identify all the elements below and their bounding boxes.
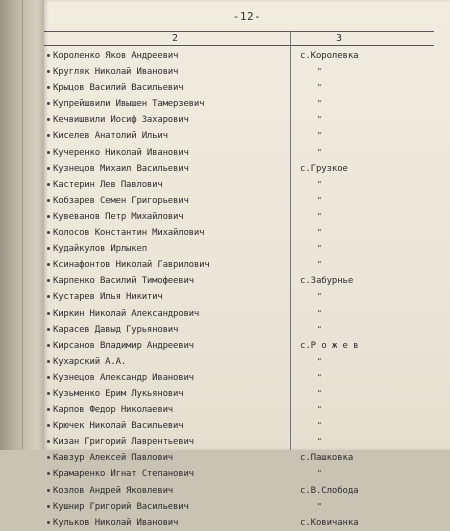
person-name: Кудайкулов Ирлыкеп (53, 244, 147, 255)
person-name: Кучеренко Николай Иванович (53, 147, 189, 158)
row-bullet-mark (47, 183, 50, 186)
row-bullet-mark (47, 440, 50, 443)
names-table (44, 48, 450, 531)
ditto-mark: " (317, 372, 322, 382)
row-bullet-mark (47, 263, 50, 266)
person-name: Карпенко Василий Тимофеевич (53, 276, 194, 287)
table-row (44, 386, 450, 402)
person-name: Кругляк Николай Иванович (53, 67, 179, 78)
row-bullet-mark (47, 199, 50, 202)
row-bullet-mark (47, 312, 50, 315)
table-row (44, 128, 450, 144)
ditto-mark: " (317, 437, 322, 447)
person-name: Купрейшвили Ивышен Тамерзевич (53, 99, 205, 110)
row-bullet-mark (47, 86, 50, 89)
row-bullet-mark (47, 521, 50, 524)
person-name: Кузьменко Ерим Лукьянович (53, 388, 184, 399)
row-bullet-mark (47, 456, 50, 459)
person-name: Кустарев Илья Никитич (53, 292, 163, 303)
row-bullet-mark (47, 489, 50, 492)
ditto-mark: " (317, 99, 322, 109)
person-name: Колосов Константин Михайлович (53, 228, 205, 239)
village-name: с.В.Слобода (300, 485, 359, 496)
table-header-rule (44, 45, 434, 46)
row-bullet-mark (47, 118, 50, 121)
table-row (44, 225, 450, 241)
table-row (44, 370, 450, 386)
table-row (44, 450, 450, 466)
row-bullet-mark (47, 328, 50, 331)
table-row (44, 515, 450, 531)
table-row (44, 64, 450, 80)
ditto-mark: " (317, 356, 322, 366)
table-row (44, 145, 450, 161)
row-bullet-mark (47, 408, 50, 411)
row-bullet-mark (47, 215, 50, 218)
person-name: Кизан Григорий Лаврентьевич (53, 437, 194, 448)
ditto-mark: " (317, 308, 322, 318)
table-row (44, 257, 450, 273)
table-row (44, 338, 450, 354)
person-name: Кувеванов Петр Михайлович (53, 211, 184, 222)
ditto-mark: " (317, 115, 322, 125)
row-bullet-mark (47, 247, 50, 250)
row-bullet-mark (47, 279, 50, 282)
row-bullet-mark (47, 344, 50, 347)
person-name: Крючек Николай Васильевич (53, 421, 184, 432)
page-binding-edge (0, 0, 44, 450)
person-name: Кушнир Григорий Васильевич (53, 501, 189, 512)
person-name: Карпов Федор Николаевич (53, 405, 174, 416)
column-header-3: 3 (336, 33, 343, 44)
ditto-mark: " (317, 131, 322, 141)
ditto-mark: " (317, 211, 322, 221)
row-bullet-mark (47, 360, 50, 363)
table-row (44, 418, 450, 434)
row-bullet-mark (47, 134, 50, 137)
table-row (44, 402, 450, 418)
row-bullet-mark (47, 54, 50, 57)
village-name: с.Пашковка (300, 453, 354, 464)
ditto-mark: " (317, 83, 322, 93)
ditto-mark: " (317, 244, 322, 254)
person-name: Киселев Анатолий Ильич (53, 131, 168, 142)
table-row (44, 434, 450, 450)
table-row (44, 466, 450, 482)
table-row (44, 306, 450, 322)
person-name: Кастерин Лев Павлович (53, 179, 163, 190)
table-row (44, 499, 450, 515)
binding-fold-line (22, 0, 23, 450)
ditto-mark: " (317, 260, 322, 270)
village-name: с.Королевка (300, 51, 359, 61)
village-name: с.Забурнье (300, 276, 354, 287)
ditto-mark: " (317, 469, 322, 479)
table-row (44, 483, 450, 499)
ditto-mark: " (317, 501, 322, 511)
page-number: -12- (232, 10, 262, 23)
ditto-mark: " (317, 388, 322, 398)
ditto-mark: " (317, 421, 322, 431)
column-header-2: 2 (172, 33, 179, 44)
person-name: Карасев Давыд Гурьянович (53, 324, 179, 335)
table-row (44, 273, 450, 289)
ditto-mark: " (317, 324, 322, 334)
person-name: Кирсанов Владимир Андреевич (53, 340, 194, 351)
person-name: Крыцов Василий Васильевич (53, 83, 184, 94)
table-row (44, 80, 450, 96)
ditto-mark: " (317, 292, 322, 302)
ditto-mark: " (317, 67, 322, 77)
row-bullet-mark (47, 295, 50, 298)
person-name: Кухарский А.А. (53, 356, 127, 367)
ditto-mark: " (317, 228, 322, 238)
person-name: Кечвишвили Иосиф Захарович (53, 115, 189, 126)
ditto-mark: " (317, 195, 322, 205)
row-bullet-mark (47, 505, 50, 508)
table-row (44, 193, 450, 209)
ditto-mark: " (317, 179, 322, 189)
person-name: Крамаренко Игнат Степанович (53, 469, 194, 480)
table-row (44, 209, 450, 225)
person-name: Кобзарев Семен Григорьевич (53, 195, 189, 206)
row-bullet-mark (47, 472, 50, 475)
table-row (44, 161, 450, 177)
row-bullet-mark (47, 392, 50, 395)
village-name: с.Ковичанка (300, 517, 359, 528)
person-name: Кузнецов Александр Иванович (53, 372, 194, 383)
row-bullet-mark (47, 376, 50, 379)
table-row (44, 96, 450, 112)
village-name: с.Грузкое (300, 163, 348, 174)
table-row (44, 112, 450, 128)
table-row (44, 289, 450, 305)
row-bullet-mark (47, 151, 50, 154)
person-name: Короленко Яков Андреевич (53, 51, 179, 61)
table-top-rule (44, 31, 434, 32)
row-bullet-mark (47, 167, 50, 170)
person-name: Кавзур Алексей Павлович (53, 453, 174, 464)
person-name: Козлов Андрей Яковлевич (53, 485, 174, 496)
table-row (44, 354, 450, 370)
person-name: Кульков Николай Иванович (53, 517, 179, 528)
table-row (44, 177, 450, 193)
document-page (44, 0, 450, 528)
person-name: Киркин Николай Александрович (53, 308, 200, 319)
table-row (44, 241, 450, 257)
row-bullet-mark (47, 102, 50, 105)
person-name: Ксинафонтов Николай Гаврилович (53, 260, 210, 271)
person-name: Кузнецов Михаил Васильевич (53, 163, 189, 174)
row-bullet-mark (47, 70, 50, 73)
ditto-mark: " (317, 405, 322, 415)
ditto-mark: " (317, 147, 322, 157)
table-row (44, 48, 450, 64)
table-row (44, 322, 450, 338)
row-bullet-mark (47, 424, 50, 427)
village-name: с.Р о ж е в (300, 340, 359, 351)
row-bullet-mark (47, 231, 50, 234)
